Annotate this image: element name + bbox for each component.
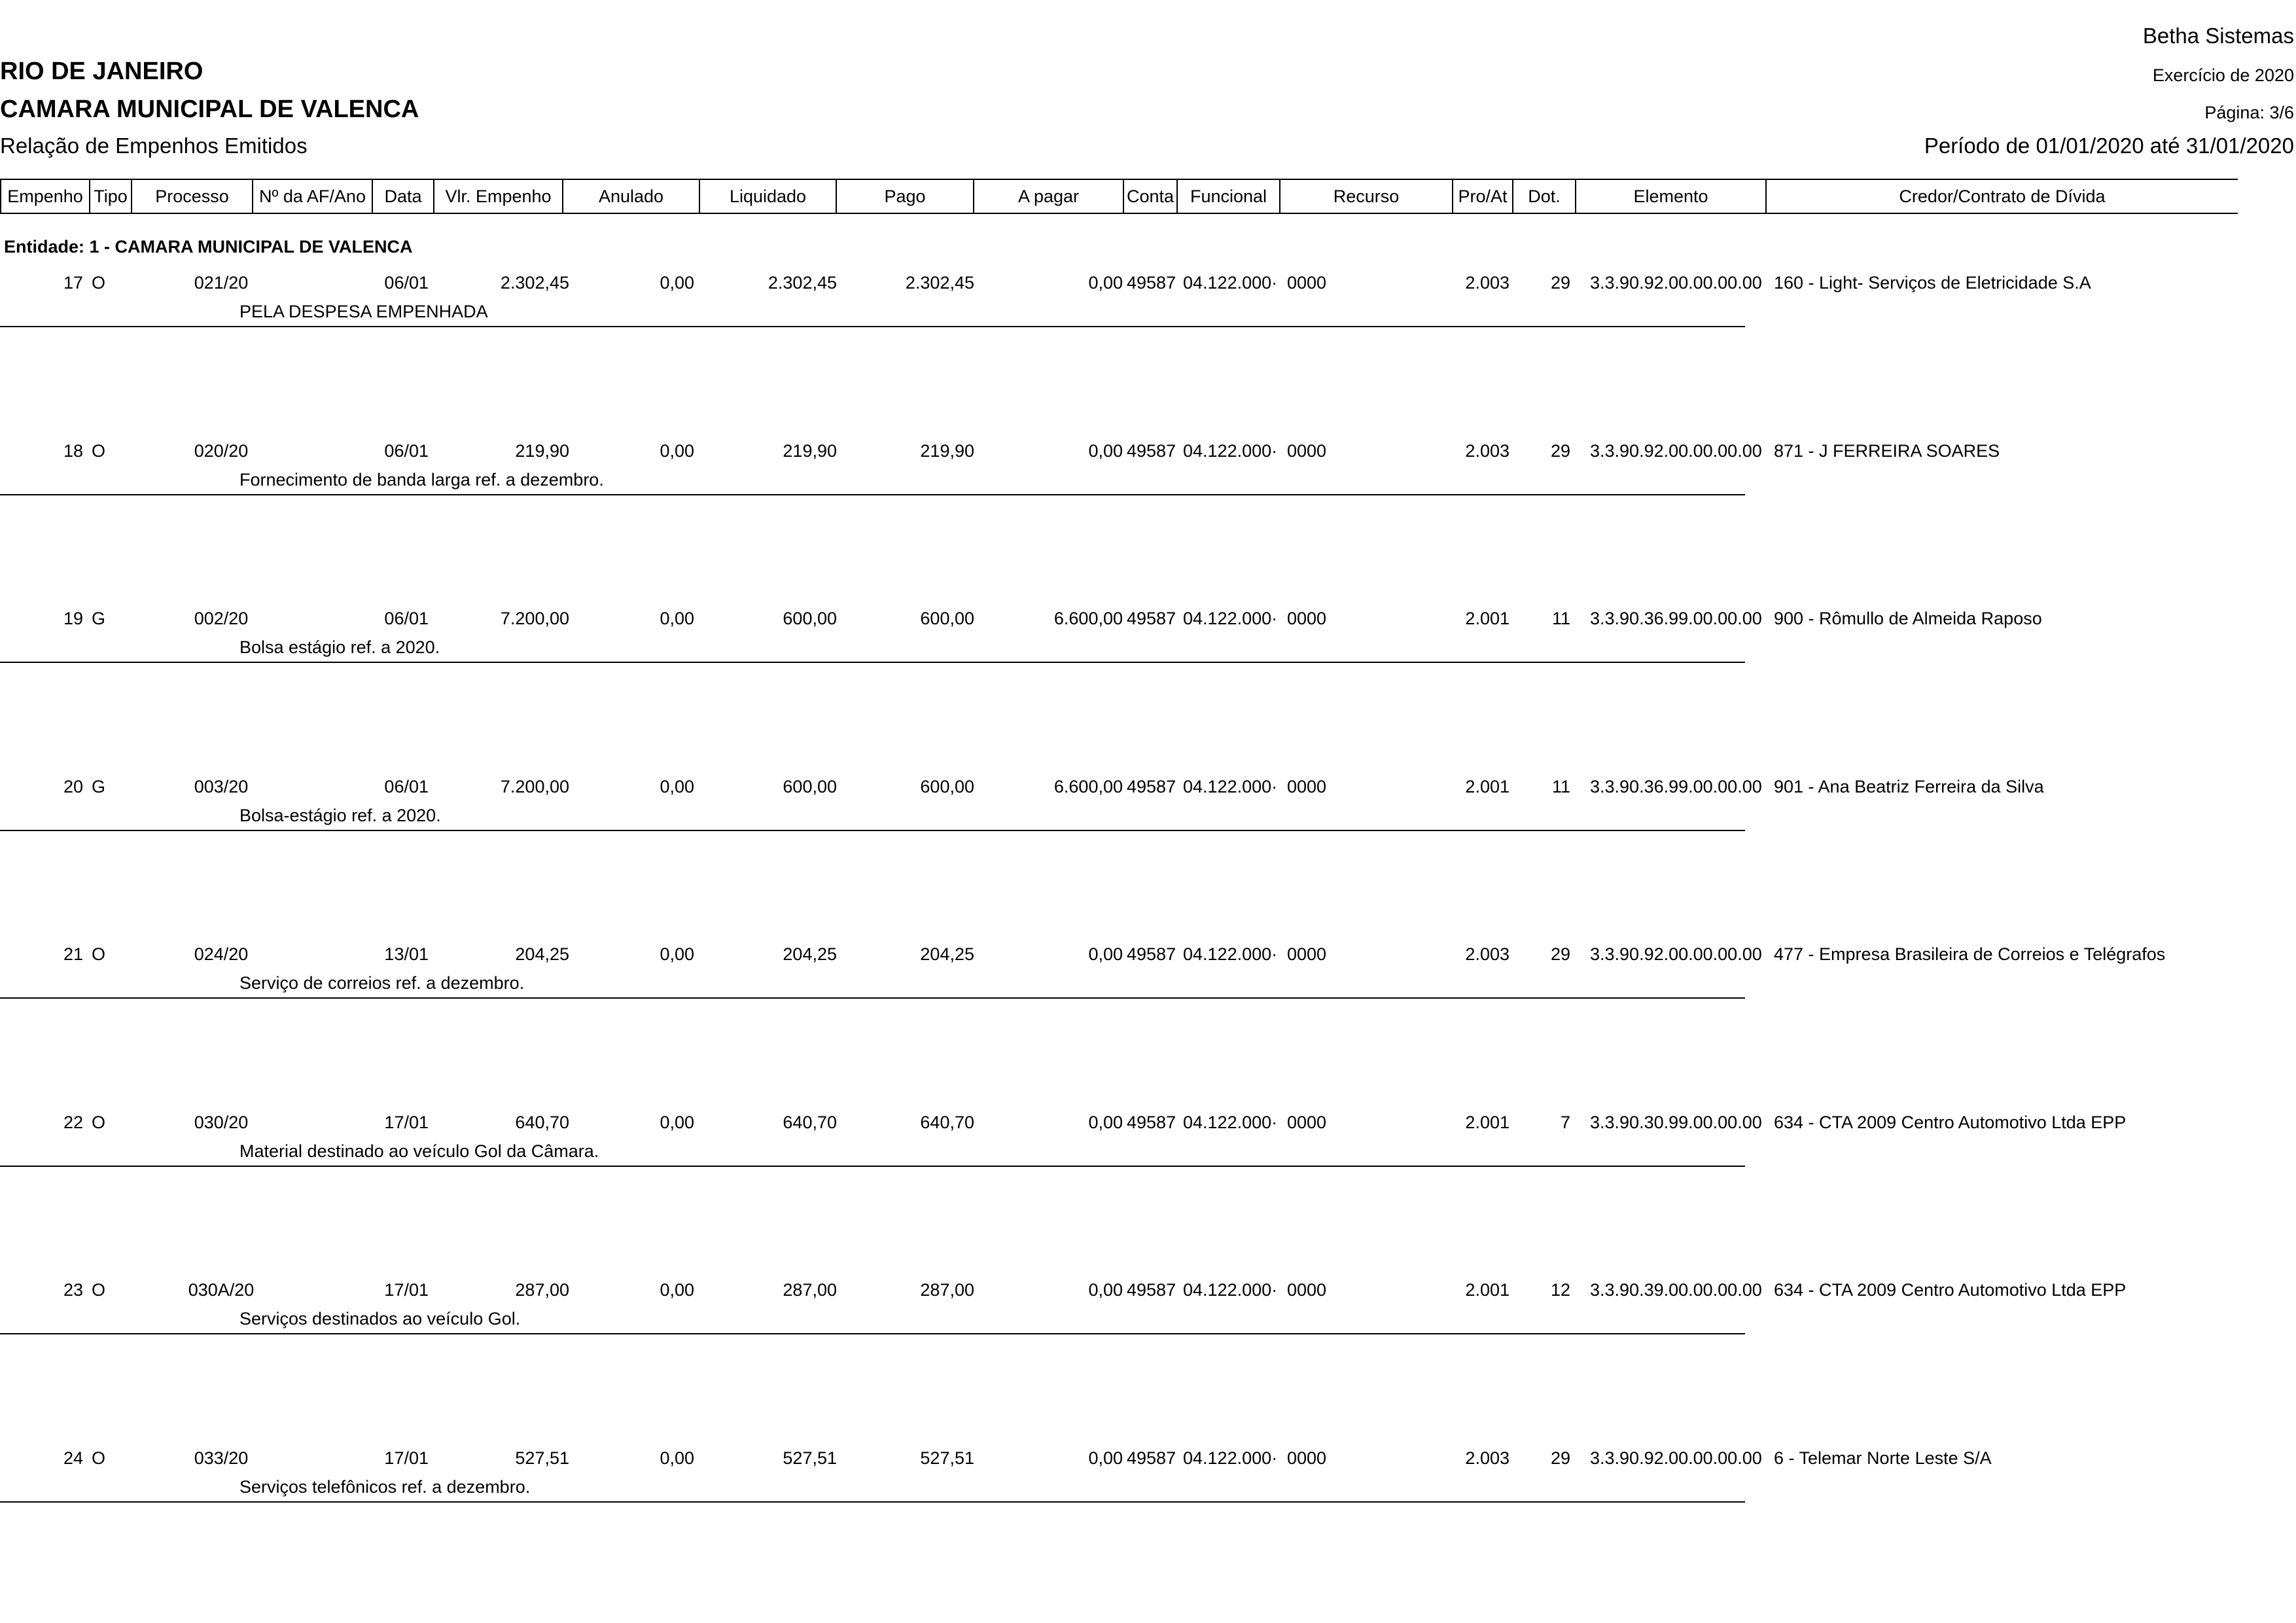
row-description: PELA DESPESA EMPENHADA	[239, 302, 488, 321]
cell-funcional: 04.122.000·	[1183, 441, 1278, 461]
cell-elemento: 3.3.90.30.99.00.00.00	[1590, 1113, 1762, 1132]
cell-anulado: 0,00	[660, 944, 694, 964]
cell-credor: 634 - CTA 2009 Centro Automotivo Ltda EPP	[1774, 1113, 2127, 1132]
cell-pro-at: 2.003	[1465, 273, 1510, 293]
cell-dot: 29	[1550, 441, 1570, 461]
row-separator	[0, 662, 1745, 663]
cell-recurso: 0000	[1287, 441, 1327, 461]
cell-pro-at: 2.001	[1465, 1280, 1510, 1300]
column-header-data: Data	[372, 179, 433, 213]
cell-recurso: 0000	[1287, 944, 1327, 964]
cell-empenho: 19	[63, 609, 83, 628]
cell-pago: 2.302,45	[905, 273, 974, 293]
cell-funcional: 04.122.000·	[1183, 1280, 1278, 1300]
column-header-pro-at: Pro/At	[1452, 179, 1512, 213]
cell-dot: 12	[1550, 1280, 1570, 1300]
cell-vlr-empenho: 219,90	[515, 441, 569, 461]
cell-pro-at: 2.003	[1465, 1448, 1510, 1468]
cell-pago: 640,70	[920, 1113, 974, 1132]
cell-vlr-empenho: 2.302,45	[500, 273, 569, 293]
column-header-funcional: Funcional	[1176, 179, 1279, 213]
cell-conta: 49587	[1127, 273, 1176, 293]
cell-elemento: 3.3.90.39.00.00.00.00	[1590, 1280, 1762, 1300]
column-header-empenho: Empenho	[0, 179, 89, 213]
cell-recurso: 0000	[1287, 1113, 1327, 1132]
column-header-tipo: Tipo	[89, 179, 131, 213]
cell-credor: 477 - Empresa Brasileira de Correios e Telégrafos	[1774, 944, 2166, 964]
cell-pro-at: 2.003	[1465, 441, 1510, 461]
cell-credor: 901 - Ana Beatriz Ferreira da Silva	[1774, 777, 2044, 796]
cell-empenho: 23	[63, 1280, 83, 1300]
cell-tipo: O	[92, 273, 106, 293]
cell-data: 17/01	[384, 1448, 429, 1468]
cell-conta: 49587	[1127, 1280, 1176, 1300]
cell-processo: 003/20	[194, 777, 249, 796]
cell-a-pagar: 0,00	[1088, 441, 1123, 461]
cell-a-pagar: 0,00	[1088, 273, 1123, 293]
cell-elemento: 3.3.90.92.00.00.00.00	[1590, 441, 1762, 461]
cell-conta: 49587	[1127, 441, 1176, 461]
row-separator	[0, 1501, 1745, 1503]
cell-credor: 6 - Telemar Norte Leste S/A	[1774, 1448, 1992, 1468]
row-separator	[0, 830, 1745, 831]
cell-funcional: 04.122.000·	[1183, 1448, 1278, 1468]
report-period: Período de 01/01/2020 até 31/01/2020	[1924, 134, 2294, 158]
cell-data: 06/01	[384, 441, 429, 461]
cell-anulado: 0,00	[660, 1280, 694, 1300]
cell-dot: 11	[1551, 777, 1570, 796]
cell-credor: 871 - J FERREIRA SOARES	[1774, 441, 2000, 461]
column-header-conta: Conta	[1123, 179, 1176, 213]
entity-title: CAMARA MUNICIPAL DE VALENCA	[0, 96, 419, 123]
column-header-elemento: Elemento	[1575, 179, 1765, 213]
cell-conta: 49587	[1127, 1113, 1176, 1132]
column-header-dot: Dot.	[1512, 179, 1575, 213]
state-name: RIO DE JANEIRO	[0, 58, 203, 85]
cell-liquidado: 204,25	[783, 944, 837, 964]
cell-processo: 002/20	[194, 609, 249, 628]
company-name: Betha Sistemas	[2142, 24, 2294, 48]
cell-vlr-empenho: 287,00	[515, 1280, 569, 1300]
cell-credor: 634 - CTA 2009 Centro Automotivo Ltda EPP	[1774, 1280, 2127, 1300]
cell-pro-at: 2.001	[1465, 777, 1510, 796]
cell-data: 13/01	[384, 944, 429, 964]
cell-pago: 204,25	[920, 944, 974, 964]
cell-recurso: 0000	[1287, 609, 1327, 628]
cell-funcional: 04.122.000·	[1183, 1113, 1278, 1132]
column-header-af-ano: Nº da AF/Ano	[252, 179, 372, 213]
cell-conta: 49587	[1127, 944, 1176, 964]
cell-empenho: 18	[63, 441, 83, 461]
cell-conta: 49587	[1127, 777, 1176, 796]
cell-credor: 160 - Light- Serviços de Eletricidade S.A	[1774, 273, 2091, 293]
cell-tipo: O	[92, 1448, 106, 1468]
cell-dot: 11	[1551, 609, 1570, 628]
cell-recurso: 0000	[1287, 1448, 1327, 1468]
cell-vlr-empenho: 640,70	[515, 1113, 569, 1132]
cell-dot: 29	[1550, 1448, 1570, 1468]
cell-anulado: 0,00	[660, 777, 694, 796]
cell-processo: 030/20	[194, 1113, 249, 1132]
column-header-pago: Pago	[836, 179, 973, 213]
cell-tipo: O	[92, 441, 106, 461]
cell-tipo: G	[92, 777, 106, 796]
cell-elemento: 3.3.90.36.99.00.00.00	[1590, 609, 1762, 628]
exercise-label: Exercício de 2020	[2152, 65, 2294, 85]
cell-empenho: 17	[63, 273, 83, 293]
cell-a-pagar: 6.600,00	[1053, 609, 1123, 628]
cell-conta: 49587	[1127, 1448, 1176, 1468]
cell-elemento: 3.3.90.92.00.00.00.00	[1590, 273, 1762, 293]
cell-empenho: 20	[63, 777, 83, 796]
cell-liquidado: 527,51	[783, 1448, 837, 1468]
cell-anulado: 0,00	[660, 1448, 694, 1468]
cell-funcional: 04.122.000·	[1183, 609, 1278, 628]
cell-liquidado: 287,00	[783, 1280, 837, 1300]
cell-liquidado: 2.302,45	[768, 273, 837, 293]
row-separator	[0, 494, 1745, 495]
cell-dot: 7	[1560, 1113, 1570, 1132]
cell-tipo: O	[92, 1280, 106, 1300]
cell-liquidado: 640,70	[783, 1113, 837, 1132]
column-header-vlr-empenho: Vlr. Empenho	[433, 179, 562, 213]
cell-tipo: O	[92, 1113, 106, 1132]
cell-empenho: 24	[63, 1448, 83, 1468]
row-description: Bolsa-estágio ref. a 2020.	[239, 806, 441, 825]
row-separator	[0, 326, 1745, 327]
cell-data: 06/01	[384, 609, 429, 628]
cell-anulado: 0,00	[660, 1113, 694, 1132]
cell-pago: 527,51	[920, 1448, 974, 1468]
cell-processo: 033/20	[194, 1448, 249, 1468]
cell-empenho: 21	[63, 944, 83, 964]
cell-a-pagar: 0,00	[1088, 1280, 1123, 1300]
cell-anulado: 0,00	[660, 609, 694, 628]
row-description: Serviços destinados ao veículo Gol.	[239, 1309, 521, 1329]
report-title: Relação de Empenhos Emitidos	[0, 134, 308, 158]
cell-vlr-empenho: 204,25	[515, 944, 569, 964]
cell-credor: 900 - Rômullo de Almeida Raposo	[1774, 609, 2042, 628]
row-description: Fornecimento de banda larga ref. a dezembro.	[239, 470, 604, 490]
cell-liquidado: 600,00	[783, 777, 837, 796]
cell-tipo: G	[92, 609, 106, 628]
row-description: Bolsa estágio ref. a 2020.	[239, 637, 440, 657]
cell-dot: 29	[1550, 273, 1570, 293]
cell-empenho: 22	[63, 1113, 83, 1132]
page-number: Página: 3/6	[2204, 103, 2294, 122]
cell-pago: 600,00	[920, 609, 974, 628]
cell-pro-at: 2.001	[1465, 1113, 1510, 1132]
cell-recurso: 0000	[1287, 1280, 1327, 1300]
row-description: Material destinado ao veículo Gol da Câmara.	[239, 1141, 599, 1161]
row-description: Serviço de correios ref. a dezembro.	[239, 973, 525, 993]
column-header-a-pagar: A pagar	[973, 179, 1123, 213]
cell-elemento: 3.3.90.36.99.00.00.00	[1590, 777, 1762, 796]
cell-processo: 020/20	[194, 441, 249, 461]
cell-processo: 030A/20	[188, 1280, 255, 1300]
cell-vlr-empenho: 7.200,00	[500, 777, 569, 796]
cell-funcional: 04.122.000·	[1183, 944, 1278, 964]
cell-elemento: 3.3.90.92.00.00.00.00	[1590, 1448, 1762, 1468]
column-header-anulado: Anulado	[562, 179, 699, 213]
cell-pro-at: 2.001	[1465, 609, 1510, 628]
cell-pro-at: 2.003	[1465, 944, 1510, 964]
row-separator	[0, 1166, 1745, 1167]
cell-data: 06/01	[384, 273, 429, 293]
row-separator	[0, 997, 1745, 999]
cell-vlr-empenho: 527,51	[515, 1448, 569, 1468]
row-separator	[0, 1333, 1745, 1334]
cell-anulado: 0,00	[660, 273, 694, 293]
cell-pago: 219,90	[920, 441, 974, 461]
column-header-recurso: Recurso	[1279, 179, 1452, 213]
cell-liquidado: 219,90	[783, 441, 837, 461]
cell-a-pagar: 6.600,00	[1053, 777, 1123, 796]
cell-anulado: 0,00	[660, 441, 694, 461]
cell-recurso: 0000	[1287, 777, 1327, 796]
cell-vlr-empenho: 7.200,00	[500, 609, 569, 628]
cell-conta: 49587	[1127, 609, 1176, 628]
cell-a-pagar: 0,00	[1088, 1448, 1123, 1468]
cell-processo: 021/20	[194, 273, 249, 293]
cell-recurso: 0000	[1287, 273, 1327, 293]
cell-pago: 287,00	[920, 1280, 974, 1300]
column-header-credor: Credor/Contrato de Dívida	[1765, 179, 2238, 213]
cell-a-pagar: 0,00	[1088, 1113, 1123, 1132]
cell-dot: 29	[1550, 944, 1570, 964]
row-description: Serviços telefônicos ref. a dezembro.	[239, 1477, 531, 1497]
column-header-processo: Processo	[131, 179, 252, 213]
cell-funcional: 04.122.000·	[1183, 273, 1278, 293]
cell-elemento: 3.3.90.92.00.00.00.00	[1590, 944, 1762, 964]
cell-liquidado: 600,00	[783, 609, 837, 628]
cell-pago: 600,00	[920, 777, 974, 796]
cell-tipo: O	[92, 944, 106, 964]
cell-a-pagar: 0,00	[1088, 944, 1123, 964]
cell-data: 06/01	[384, 777, 429, 796]
column-header-liquidado: Liquidado	[699, 179, 836, 213]
cell-data: 17/01	[384, 1113, 429, 1132]
entity-line: Entidade: 1 - CAMARA MUNICIPAL DE VALENCA	[4, 237, 413, 257]
cell-data: 17/01	[384, 1280, 429, 1300]
cell-funcional: 04.122.000·	[1183, 777, 1278, 796]
cell-processo: 024/20	[194, 944, 249, 964]
